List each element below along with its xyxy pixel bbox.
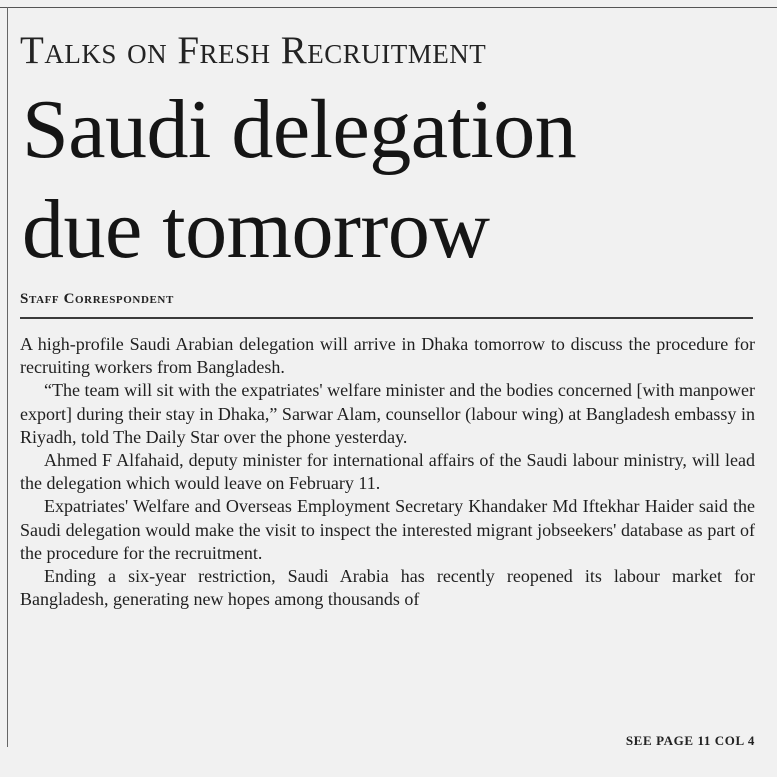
article-byline: Staff Correspondent bbox=[20, 291, 174, 307]
article-kicker: Talks on Fresh Recruitment bbox=[20, 29, 487, 72]
paragraph-4: Expatriates' Welfare and Overseas Employment Secretary Khandaker Md Iftekhar Haider said the Saudi delegation would make the visit to inspect the interested migrant jobseekers' database as part of the procedure for the recruitment. bbox=[20, 496, 755, 563]
left-border bbox=[7, 7, 8, 747]
continuation-note: SEE PAGE 11 COL 4 bbox=[625, 733, 755, 748]
paragraph-3: Ahmed F Alfahaid, deputy minister for international affairs of the Saudi labour ministry, will lead the delegation which would leave on February 11. bbox=[20, 450, 755, 494]
headline-line-2: due tomorrow bbox=[22, 183, 490, 276]
paragraph-5: Ending a six-year restriction, Saudi Arabia has recently reopened its labour market for Bangladesh, generating new hopes among thousands of bbox=[20, 566, 755, 610]
paragraph-2: “The team will sit with the expatriates' welfare minister and the bodies concerned [with manpower export] during their stay in Dhaka,” Sarwar Alam, counsellor (labour wing) at Bangladesh embassy in Riyadh, told The Daily Star over the phone yesterday. bbox=[20, 380, 755, 447]
article-body bbox=[20, 333, 755, 611]
paragraph-1: A high-profile Saudi Arabian delegation will arrive in Dhaka tomorrow to discuss the procedure for recruiting workers from Bangladesh. bbox=[20, 334, 755, 378]
headline-line-1: Saudi delegation bbox=[22, 83, 577, 176]
article-headline bbox=[22, 80, 757, 280]
byline-divider bbox=[20, 317, 753, 319]
top-border bbox=[0, 7, 777, 8]
article bbox=[20, 30, 757, 611]
